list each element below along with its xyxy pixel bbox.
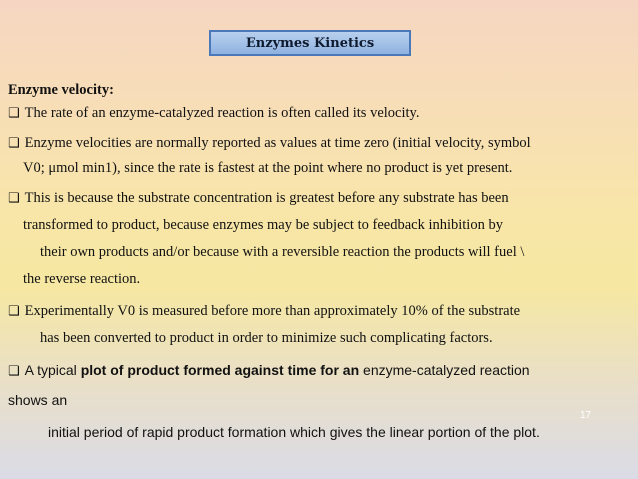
bullet-3-line-4: the reverse reaction. xyxy=(23,271,141,287)
page-number: 17 xyxy=(580,410,592,421)
emphasis-text: plot of product formed against time for an xyxy=(80,362,360,378)
bullet-5-line-2: shows an xyxy=(8,392,68,408)
checkbox-bullet-icon: ❑ xyxy=(8,304,20,319)
section-heading: Enzyme velocity: xyxy=(8,82,114,98)
bullet-5-line-1: ❑ A typical plot of product formed against time for an enzyme-catalyzed reaction xyxy=(8,362,530,379)
checkbox-bullet-icon: ❑ xyxy=(8,106,20,121)
checkbox-bullet-icon: ❑ xyxy=(8,136,20,151)
bullet-3-line-2: transformed to product, because enzymes may be subject to feedback inhibition by xyxy=(23,217,503,233)
bullet-2-line-2: V0; μmol min1), since the rate is fastest at the point where no product is yet present. xyxy=(23,160,513,176)
bullet-3-line-1: ❑ This is because the substrate concentration is greatest before any substrate has been xyxy=(8,190,509,206)
bullet-4-line-2: has been converted to product in order to minimize such complicating factors. xyxy=(40,330,493,346)
bullet-4-line-1: ❑ Experimentally V0 is measured before more than approximately 10% of the substrate xyxy=(8,303,521,319)
checkbox-bullet-icon: ❑ xyxy=(8,364,20,379)
bullet-2-line-1: ❑ Enzyme velocities are normally reported as values at time zero (initial velocity, symbol xyxy=(8,135,531,151)
slide-title: Enzymes Kinetics xyxy=(209,30,411,56)
checkbox-bullet-icon: ❑ xyxy=(8,191,20,206)
bullet-1: ❑ The rate of an enzyme-catalyzed reaction is often called its velocity. xyxy=(8,105,420,121)
bullet-5-line-3: initial period of rapid product formation which gives the linear portion of the plot. xyxy=(48,424,540,440)
bullet-3-line-3: their own products and/or because with a reversible reaction the products will fuel \ xyxy=(40,244,525,260)
